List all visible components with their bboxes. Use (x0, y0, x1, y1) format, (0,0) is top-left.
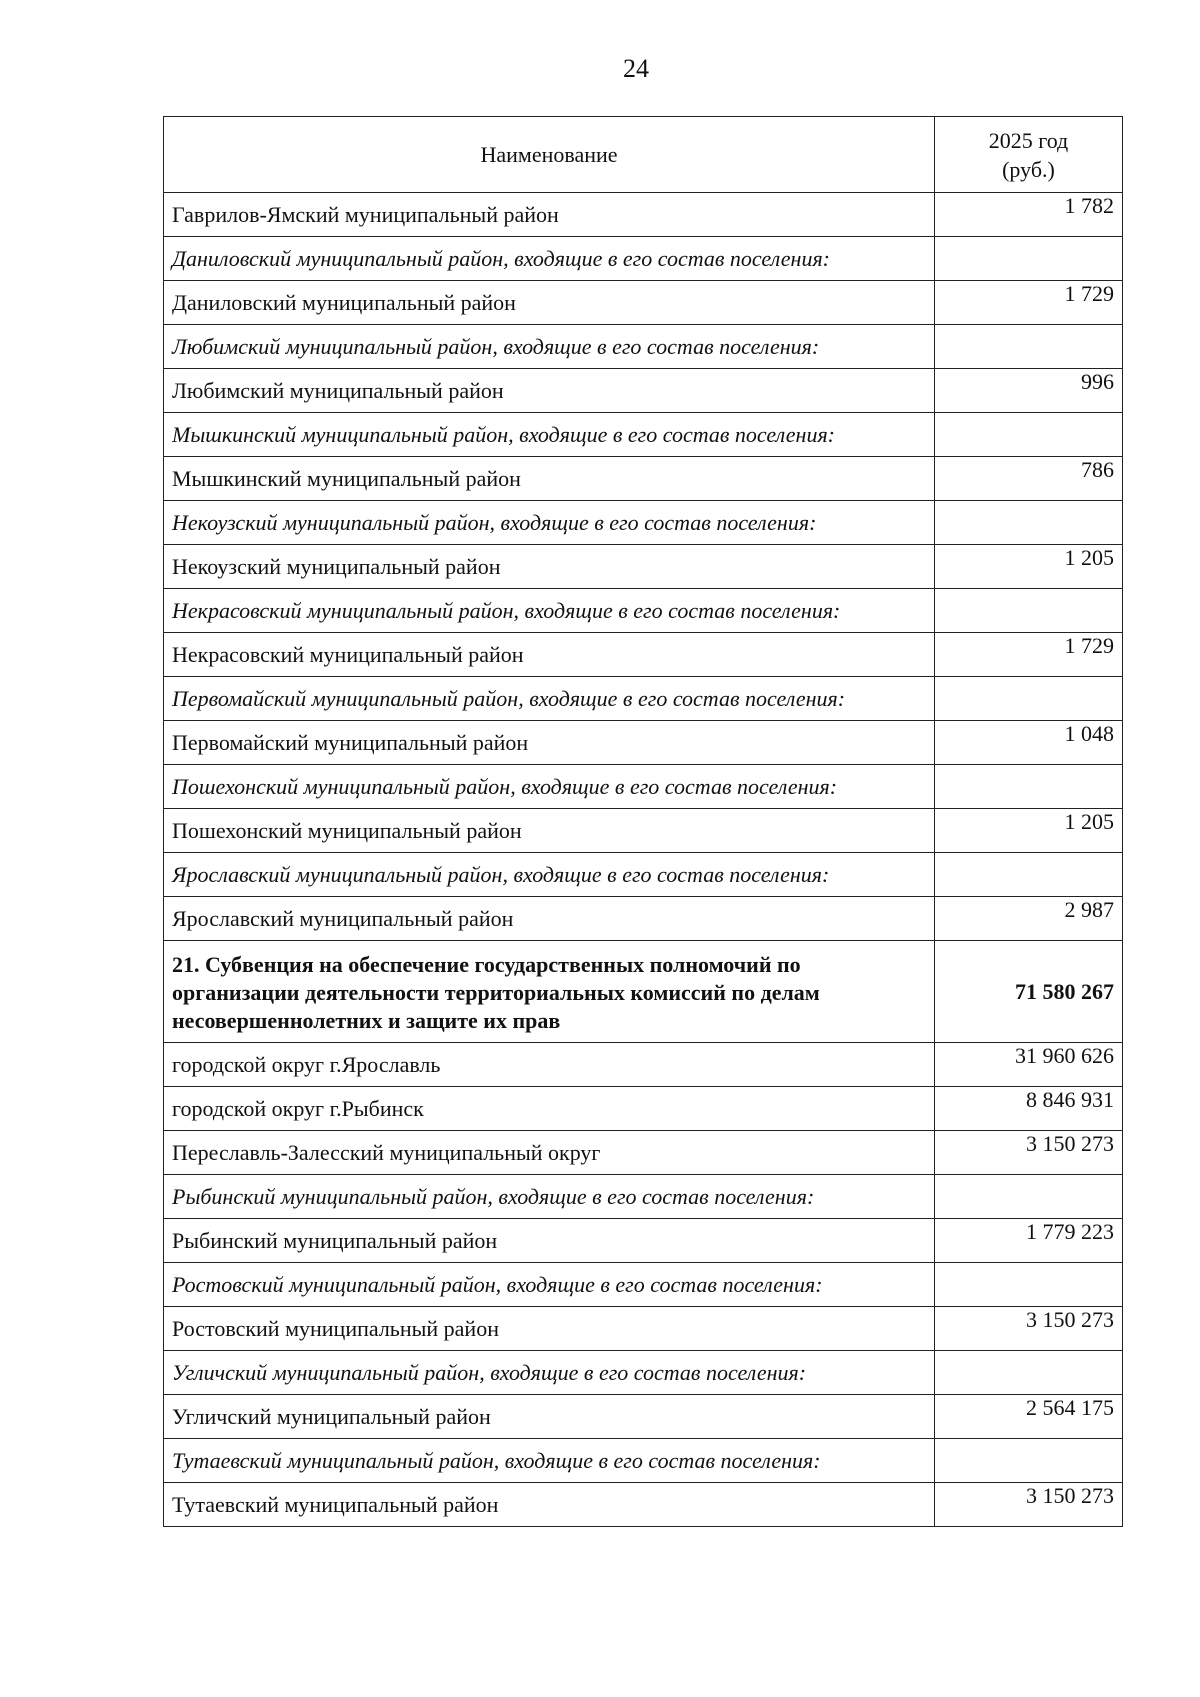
row-name: Ростовский муниципальный район, входящие в его состав поселения: (164, 1263, 935, 1307)
table-row (164, 633, 1123, 677)
table-row (164, 809, 1123, 853)
table-row (164, 941, 1123, 1043)
row-value (935, 853, 1123, 897)
table-header-row (164, 117, 1123, 193)
row-value: 8 846 931 (935, 1087, 1123, 1131)
row-value: 3 150 273 (935, 1307, 1123, 1351)
row-name: Пошехонский муниципальный район, входящие в его состав поселения: (164, 765, 935, 809)
table-row (164, 1439, 1123, 1483)
row-name: Угличский муниципальный район (164, 1395, 935, 1439)
row-name: Некоузский муниципальный район, входящие в его состав поселения: (164, 501, 935, 545)
table-row (164, 325, 1123, 369)
row-name: Любимский муниципальный район (164, 369, 935, 413)
row-name: городской округ г.Ярославль (164, 1043, 935, 1087)
table-row (164, 1087, 1123, 1131)
row-value: 2 987 (935, 897, 1123, 941)
table-row (164, 1131, 1123, 1175)
row-name: Первомайский муниципальный район (164, 721, 935, 765)
row-value (935, 237, 1123, 281)
row-value: 1 782 (935, 193, 1123, 237)
row-name: Рыбинский муниципальный район (164, 1219, 935, 1263)
row-name: Мышкинский муниципальный район, входящие в его состав поселения: (164, 413, 935, 457)
row-name: Рыбинский муниципальный район, входящие в его состав поселения: (164, 1175, 935, 1219)
table-row (164, 457, 1123, 501)
header-name: Наименование (164, 117, 935, 193)
row-name: 21. Субвенция на обеспечение государственных полномочий по организации деятельности территориальных комиссий по делам несовершеннолетних и защите их прав (164, 941, 935, 1043)
table-row (164, 1043, 1123, 1087)
row-value: 1 729 (935, 633, 1123, 677)
row-value (935, 1263, 1123, 1307)
row-name: Тутаевский муниципальный район (164, 1483, 935, 1527)
row-value: 786 (935, 457, 1123, 501)
table-row (164, 369, 1123, 413)
row-value: 1 729 (935, 281, 1123, 325)
table-row (164, 677, 1123, 721)
row-value (935, 765, 1123, 809)
table-row (164, 1395, 1123, 1439)
row-value (935, 1439, 1123, 1483)
row-name: Ярославский муниципальный район (164, 897, 935, 941)
table-row (164, 281, 1123, 325)
row-name: Пошехонский муниципальный район (164, 809, 935, 853)
row-name: Любимский муниципальный район, входящие в его состав поселения: (164, 325, 935, 369)
row-value: 1 205 (935, 809, 1123, 853)
table-row (164, 589, 1123, 633)
row-name: Переславль-Залесский муниципальный округ (164, 1131, 935, 1175)
table-row (164, 545, 1123, 589)
table-row (164, 1263, 1123, 1307)
row-value: 71 580 267 (935, 941, 1123, 1043)
row-value: 996 (935, 369, 1123, 413)
table-row (164, 1219, 1123, 1263)
row-value (935, 677, 1123, 721)
table-row (164, 413, 1123, 457)
row-value: 31 960 626 (935, 1043, 1123, 1087)
table-row (164, 853, 1123, 897)
row-name: Мышкинский муниципальный район (164, 457, 935, 501)
header-year (935, 117, 1123, 193)
table-row (164, 1175, 1123, 1219)
row-name: городской округ г.Рыбинск (164, 1087, 935, 1131)
header-year-unit: (руб.) (1002, 156, 1055, 182)
row-value: 2 564 175 (935, 1395, 1123, 1439)
row-value (935, 1175, 1123, 1219)
row-value (935, 413, 1123, 457)
row-value (935, 325, 1123, 369)
row-name: Ярославский муниципальный район, входящие в его состав поселения: (164, 853, 935, 897)
row-value (935, 589, 1123, 633)
row-name: Некрасовский муниципальный район, входящие в его состав поселения: (164, 589, 935, 633)
row-name: Первомайский муниципальный район, входящие в его состав поселения: (164, 677, 935, 721)
table-row (164, 237, 1123, 281)
row-name: Ростовский муниципальный район (164, 1307, 935, 1351)
row-name: Некоузский муниципальный район (164, 545, 935, 589)
row-name: Гаврилов-Ямский муниципальный район (164, 193, 935, 237)
table-row (164, 765, 1123, 809)
row-value: 1 779 223 (935, 1219, 1123, 1263)
row-value (935, 1351, 1123, 1395)
table-row (164, 193, 1123, 237)
table-row (164, 1483, 1123, 1527)
header-year-line1: 2025 год (988, 127, 1069, 153)
row-value: 3 150 273 (935, 1483, 1123, 1527)
table-row (164, 897, 1123, 941)
row-name: Тутаевский муниципальный район, входящие в его состав поселения: (164, 1439, 935, 1483)
table-row (164, 1307, 1123, 1351)
row-name: Некрасовский муниципальный район (164, 633, 935, 677)
row-value: 1 205 (935, 545, 1123, 589)
row-name: Даниловский муниципальный район, входящие в его состав поселения: (164, 237, 935, 281)
row-value (935, 501, 1123, 545)
table-body (164, 193, 1123, 1527)
table-row (164, 501, 1123, 545)
row-value: 3 150 273 (935, 1131, 1123, 1175)
row-name: Угличский муниципальный район, входящие в его состав поселения: (164, 1351, 935, 1395)
allocation-table (163, 116, 1123, 1527)
table-row (164, 721, 1123, 765)
row-name: Даниловский муниципальный район (164, 281, 935, 325)
page-number: 24 (623, 54, 649, 83)
row-value: 1 048 (935, 721, 1123, 765)
table-row (164, 1351, 1123, 1395)
